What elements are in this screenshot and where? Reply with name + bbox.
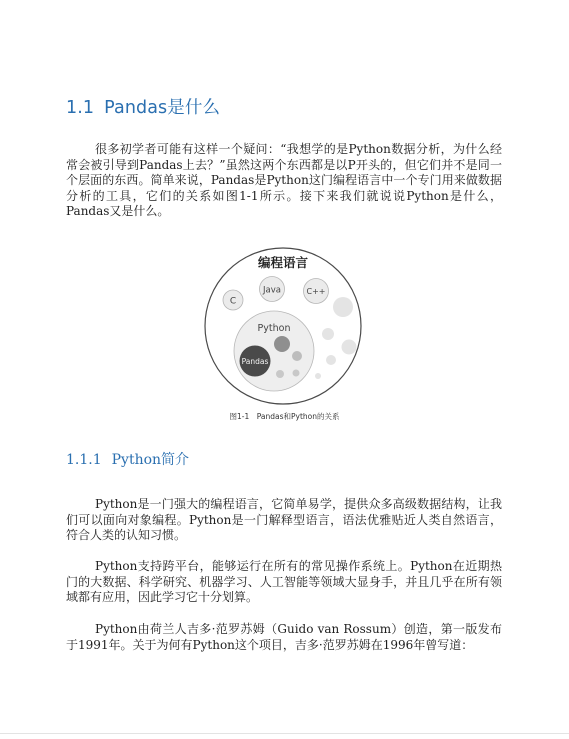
relation-diagram — [203, 246, 363, 406]
subsection-heading — [66, 449, 189, 469]
python-intro-paragraph: Python是一门强大的编程语言，它简单易学，提供众多高级数据结构，让我们可以面向对象编程。Python是一门解释型语言，语法优雅贴近人类自然语言，符合人类的认知习惯。 — [66, 497, 502, 542]
cpp-label: C++ — [306, 287, 326, 296]
other-language-bubble — [326, 355, 336, 365]
intro-paragraph: 很多初学者可能有这样一个疑问：“我想学的是Python数据分析，为什么经常会被引导到Pandas上去？”虽然这两个东西都是以P开头的，但它们并不是同一个层面的东西。简单来说，Pandas是Python这门编程语言中一个专门用来做数据分析的工具，它们的关系如图1-1所示。接下来我们就说说Python是什么，Pandas又是什么。 — [66, 142, 502, 218]
java-label: Java — [263, 285, 281, 296]
subsection-title-text: Python简介 — [111, 452, 190, 468]
python-history-paragraph: Python由荷兰人吉多·范罗苏姆（Guido van Rossum）创造，第一版发布于1991年。关于为何有Python这个项目，吉多·范罗苏姆在1996年曾写道： — [66, 622, 502, 652]
python-library-dot — [276, 370, 284, 378]
figure-caption: 图1-1 Pandas和Python的关系 — [229, 412, 340, 421]
python-library-dot — [293, 370, 300, 377]
other-language-bubble — [333, 297, 353, 317]
programming-language-label: 编程语言 — [257, 255, 309, 270]
pandas-label: Pandas — [241, 357, 269, 366]
python-label: Python — [257, 323, 291, 334]
subsection-number: 1.1.1 — [66, 452, 102, 468]
section-heading — [66, 94, 220, 119]
other-language-bubble — [342, 340, 357, 355]
other-language-bubble — [322, 328, 334, 340]
figure-pandas-python-relation — [203, 246, 363, 406]
section-title-text: Pandas是什么 — [104, 98, 221, 118]
other-language-bubble — [315, 373, 321, 379]
python-platform-paragraph: Python支持跨平台，能够运行在所有的常见操作系统上。Python在近期热门的大数据、科学研究、机器学习、人工智能等领域大显身手，并且几乎在所有领域都有应用，因此学习它十分划算。 — [66, 559, 502, 604]
page-bottom-rule — [0, 733, 569, 734]
section-number: 1.1 — [66, 98, 95, 118]
python-library-dot — [292, 351, 302, 361]
c-label: C — [229, 296, 237, 307]
python-library-dot — [274, 336, 290, 352]
